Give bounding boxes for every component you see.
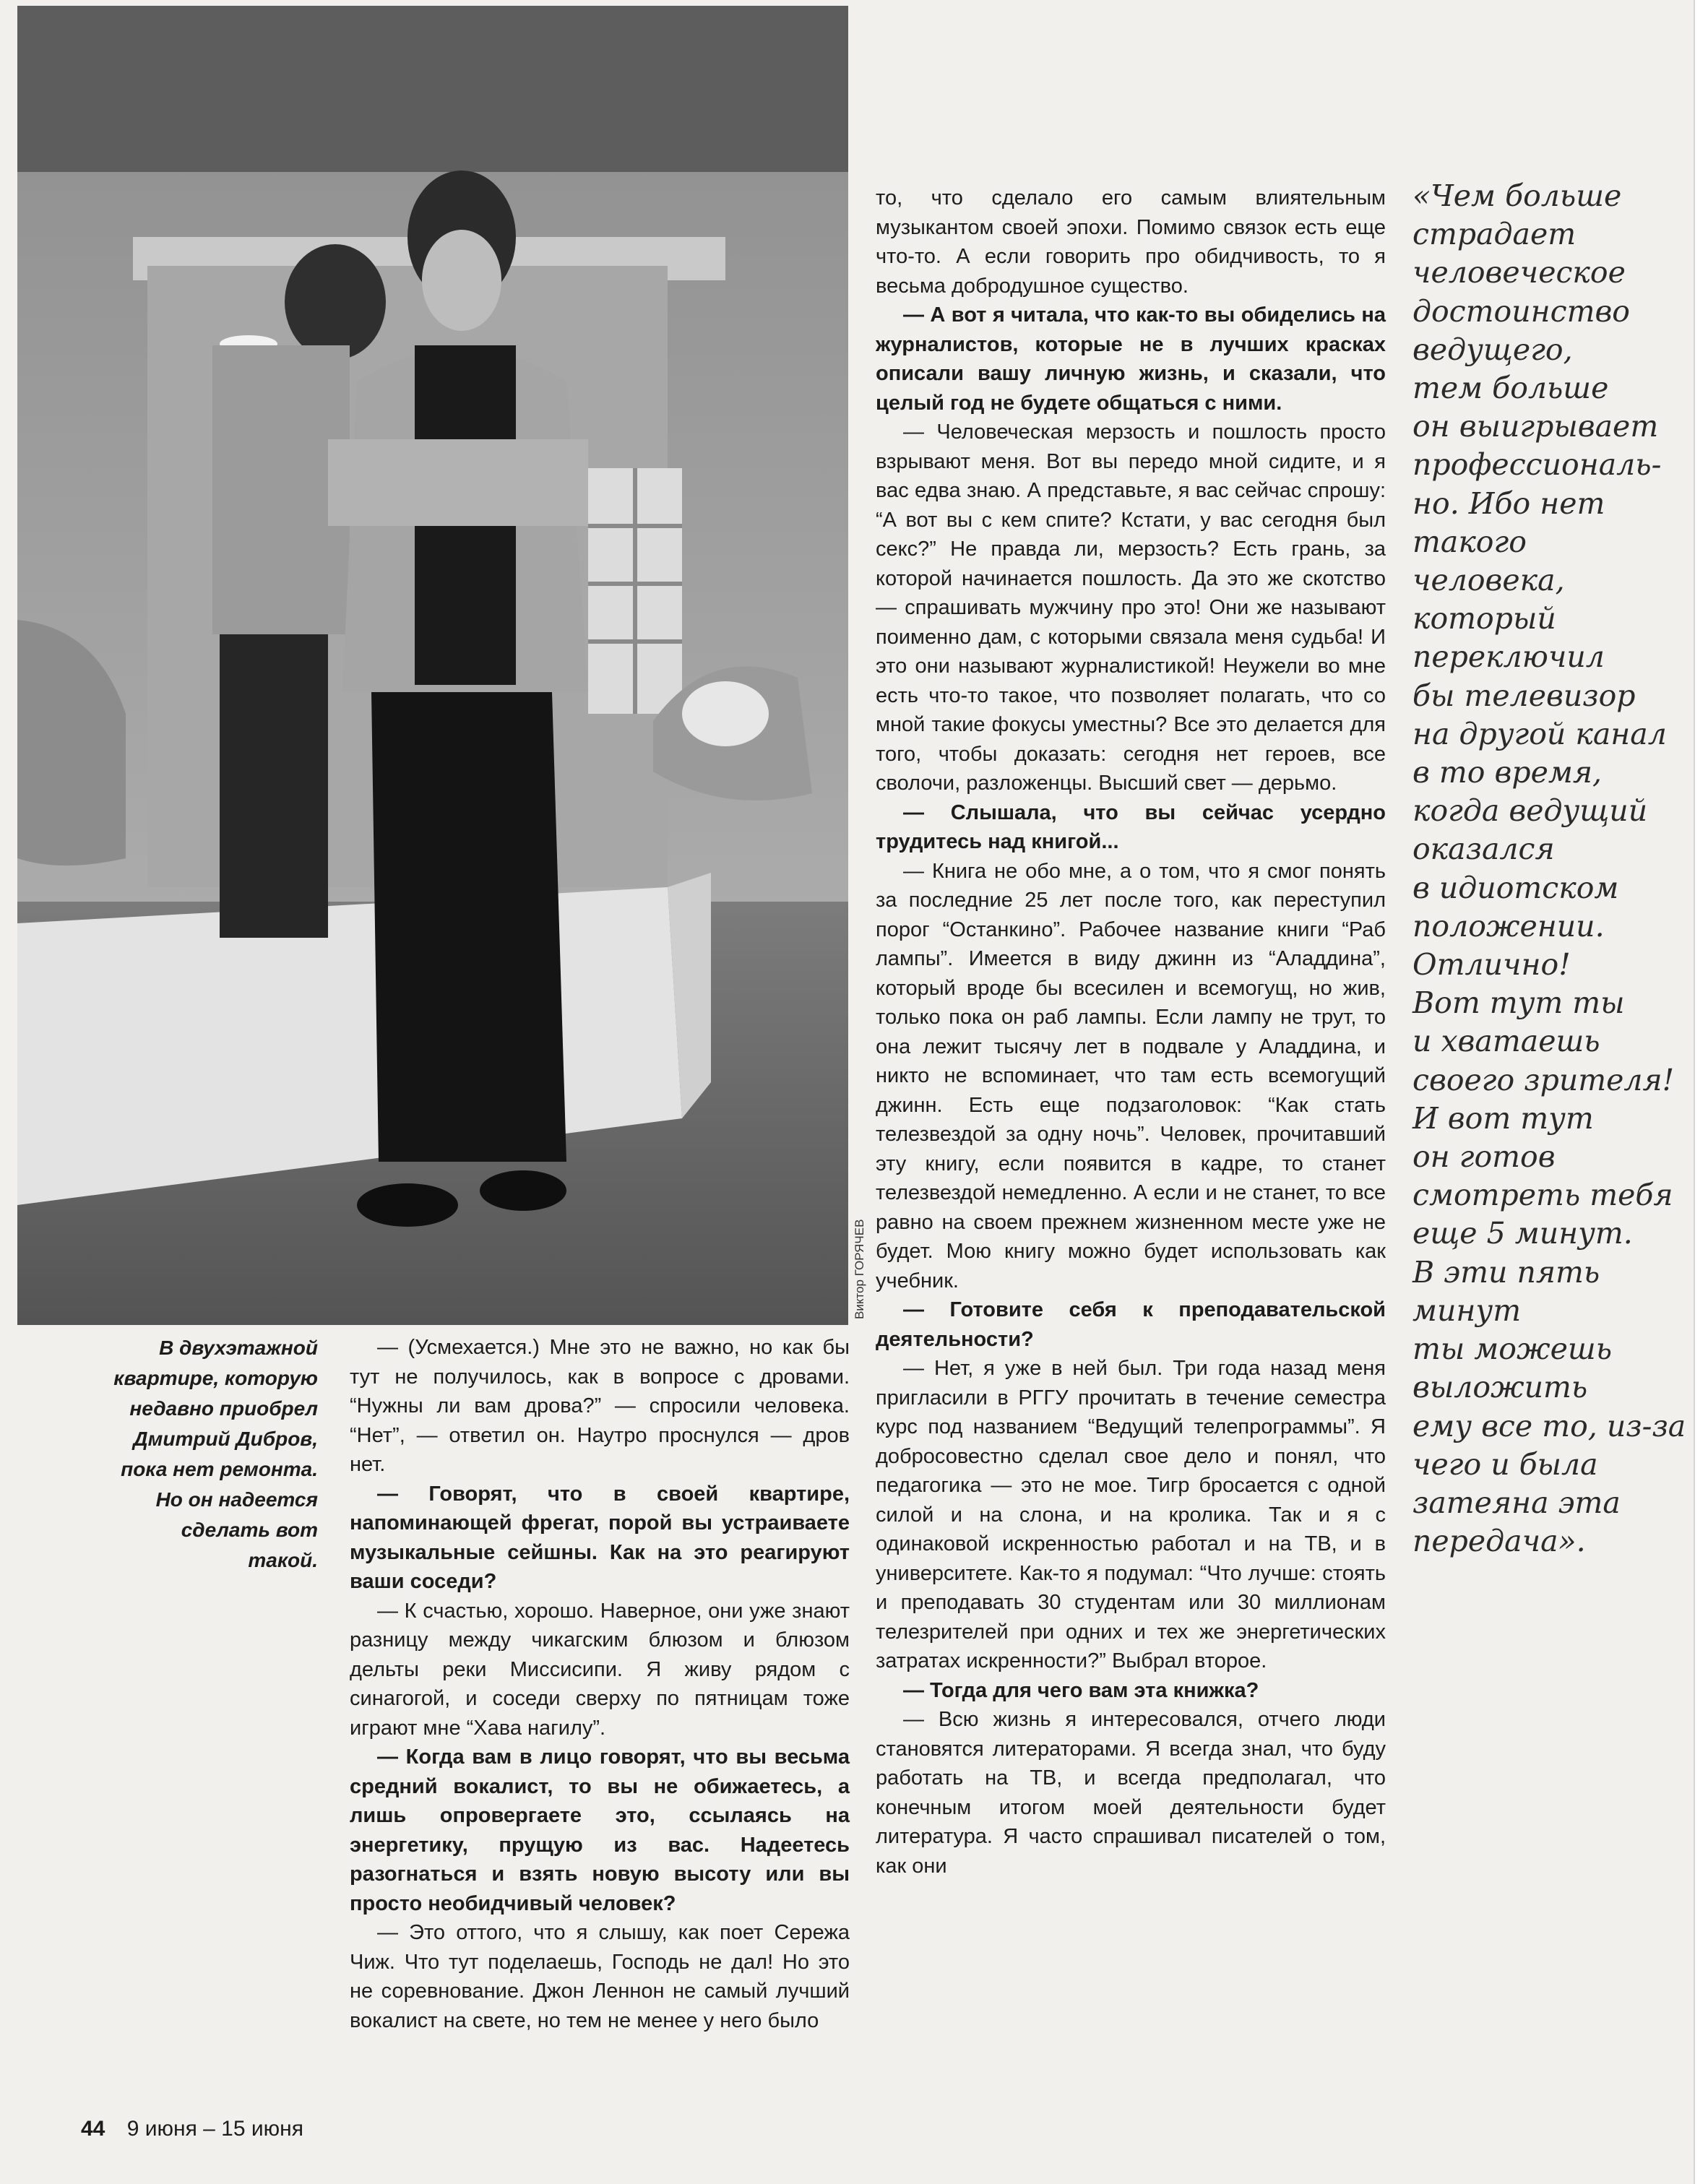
question-paragraph: — Говорят, что в своей квартире, напоминающей фрегат, порой вы устраиваете музыкальные сейшны. Как на это реагируют ваши соседи? (350, 1482, 850, 1593)
pull-quote-line: человеческое (1412, 255, 1626, 290)
pull-quote-line: смотреть тебя (1412, 1178, 1673, 1213)
pull-quote-line: переключил (1412, 639, 1605, 675)
text-column-2 (876, 184, 1386, 1881)
question-paragraph: — Тогда для чего вам эта книжка? (903, 1678, 1259, 1702)
pull-quote-line: в идиотском (1412, 870, 1619, 905)
pull-quote-line: минут (1412, 1292, 1522, 1328)
issue-dates: 9 июня – 15 июня (126, 2117, 303, 2141)
photo-caption: В двухэтажной квартире, которую недавно приобрел Дмитрий Дибров, пока нет ремонта. Но он надеется сделать вот такой. (113, 1337, 318, 1571)
pull-quote-line: своего зрителя! (1412, 1062, 1675, 1097)
pull-quote-line: передача». (1412, 1524, 1586, 1559)
continuation-paragraph: то, что сделало его самым влиятельным музыкантом своей эпохи. Помимо связок есть еще что-то. А если говорить про обидчивость, то я весьма добродушное существо. (876, 186, 1386, 298)
pull-quote-line: Отлично! (1412, 947, 1571, 983)
pull-quote-line: такого (1412, 524, 1527, 559)
pull-quote (1412, 177, 1686, 1561)
pull-quote-line: Вот тут ты (1412, 985, 1625, 1021)
pull-quote-line: И вот тут (1412, 1100, 1594, 1136)
pull-quote-line: чего и была (1412, 1446, 1598, 1482)
answer-paragraph: — Нет, я уже в ней был. Три года назад меня пригласили в РГГУ прочитать в течение семестра курс под названием “Ведущий телепрограммы”. Я добросовестно сделал свое дело и понял, что педагогика — это не мое. Тигр бросается с одной силой и на слона, и на кролика. Так и я с одинаковой искренностью работал и на ТВ, и в университете. Как-то я подумал: “Что лучше: стоять и преподавать 30 студентам или 30 миллионам телезрителей при одних и тех же энергетических затратах искренности?” Выбрал второе. (876, 1357, 1386, 1672)
question-paragraph: — Готовите себя к преподавательской деятельности? (876, 1298, 1386, 1351)
pull-quote-line: который (1412, 601, 1556, 636)
pull-quote-line: ты можешь (1412, 1331, 1613, 1367)
page-edge (1694, 0, 1708, 2184)
answer-paragraph: — Книга не обо мне, а о том, что я смог понять за последние 25 лет после того, как переступил порог “Останкино”. Рабочее название книги “Раб лампы”. Имеется в виду джинн из “Аладдина”, который вроде бы всесилен и всемогущ, но жив, только пока он раб лампы. Если лампу не трут, то она лежит тысячу лет в подвале у Аладдина, и никто не вспоминает, что там есть всемогущий джинн. Есть еще подзаголовок: “Как стать телезвездой за одну ночь”. Человек, прочитавший эту книгу, если появится в кадре, то станет телезвездой немедленно. А если и не станет, то все равно на своем прежнем жизненном месте уже не будет. Мою книгу можно будет использовать как учебник. (876, 859, 1386, 1292)
question-paragraph: — А вот я читала, что как-то вы обиделись на журналистов, которые не в лучших красках описали вашу личную жизнь, и сказали, что целый год не будете общаться с ними. (876, 303, 1386, 415)
pull-quote-line: затеяна эта (1412, 1485, 1621, 1520)
pull-quote-line: выложить (1412, 1370, 1588, 1405)
pull-quote-line: ведущего, (1412, 332, 1573, 367)
pull-quote-line: он готов (1412, 1139, 1556, 1175)
answer-paragraph: — Всю жизнь я интересовался, отчего люди становятся литераторами. Я всегда знал, что буду работать на ТВ, и всегда предполагал, что конечным итогом моей деятельности будет литература. Я часто спрашивал писателей о том, как они (876, 1708, 1386, 1878)
text-column-1 (350, 1333, 850, 2035)
page-footer (81, 2117, 303, 2141)
pull-quote-line: и хватаешь (1412, 1024, 1600, 1059)
pull-quote-line: оказался (1412, 832, 1555, 867)
question-paragraph: — Слышала, что вы сейчас усердно трудитесь над книгой... (876, 800, 1386, 853)
pull-quote-line: страдает (1412, 217, 1577, 252)
photo-illustration (17, 6, 848, 1325)
pull-quote-line: профессиональ- (1412, 447, 1662, 483)
pull-quote-line: В эти пять (1412, 1254, 1600, 1290)
portrait-photo (17, 6, 848, 1325)
pull-quote-line: тем больше (1412, 371, 1609, 406)
pull-quote-line: в то время, (1412, 755, 1603, 790)
pull-quote-line: он выигрывает (1412, 409, 1659, 444)
pull-quote-line: человека, (1412, 563, 1565, 598)
answer-paragraph: — (Усмехается.) Мне это не важно, но как бы тут не получилось, как в вопросе с дровами. “Нужны ли вам дрова?” — спросили человека. “Нет”, — ответил он. Наутро проснулся — дров нет. (350, 1336, 850, 1476)
pull-quote-line: «Чем больше (1412, 178, 1622, 213)
pull-quote-line: бы телевизор (1412, 678, 1636, 713)
pull-quote-line: когда ведущий (1412, 793, 1648, 829)
pull-quote-line: но. Ибо нет (1412, 485, 1605, 521)
page-number: 44 (81, 2117, 105, 2141)
answer-paragraph: — К счастью, хорошо. Наверное, они уже знают разницу между чикагским блюзом и блюзом дельты реки Миссисипи. Я живу рядом с синагогой, и соседи сверху по пятницам тоже играют мне “Хава нагилу”. (350, 1599, 850, 1740)
pull-quote-line: еще 5 минут. (1412, 1216, 1633, 1251)
answer-paragraph: — Человеческая мерзость и пошлость просто взрывают меня. Вот вы передо мной сидите, и я вас едва знаю. А представьте, я вас сейчас спрошу: “А вот вы с кем спите? Кстати, у вас сегодня был секс?” Не правда ли, мерзость? Есть грань, за которой начинается пошлость. Да это же скотство — спрашивать мужчину про это! Они же называют поименно дам, с которыми связала меня судьба! И это они называют журналистикой! Неужели во мне есть что-то такое, что позволяет полагать, что со мной такие фокусы уместны? Все это делается для того, чтобы доказать: сегодня нет героев, все сволочи, разложенцы. Высший свет — дерьмо. (876, 420, 1386, 795)
question-paragraph: — Когда вам в лицо говорят, что вы весьма средний вокалист, то вы не обижаетесь, а лишь опровергаете это, ссылаясь на энергетику, прущую из вас. Надеетесь разогнаться и взять новую высоту или вы просто необидчивый человек? (350, 1745, 850, 1915)
photo-credit: Виктор ГОРЯЧЕВ (853, 1219, 866, 1319)
pull-quote-line: ему все то, из-за (1412, 1408, 1686, 1443)
pull-quote-line: положении. (1412, 908, 1605, 944)
pull-quote-line: достоинство (1412, 293, 1630, 329)
pull-quote-line: на другой канал (1412, 716, 1667, 751)
answer-paragraph: — Это оттого, что я слышу, как поет Сережа Чиж. Что тут поделаешь, Господь не дал! Но это не соревнование. Джон Леннон не самый лучший вокалист на свете, но тем не менее у него было (350, 1921, 850, 2032)
